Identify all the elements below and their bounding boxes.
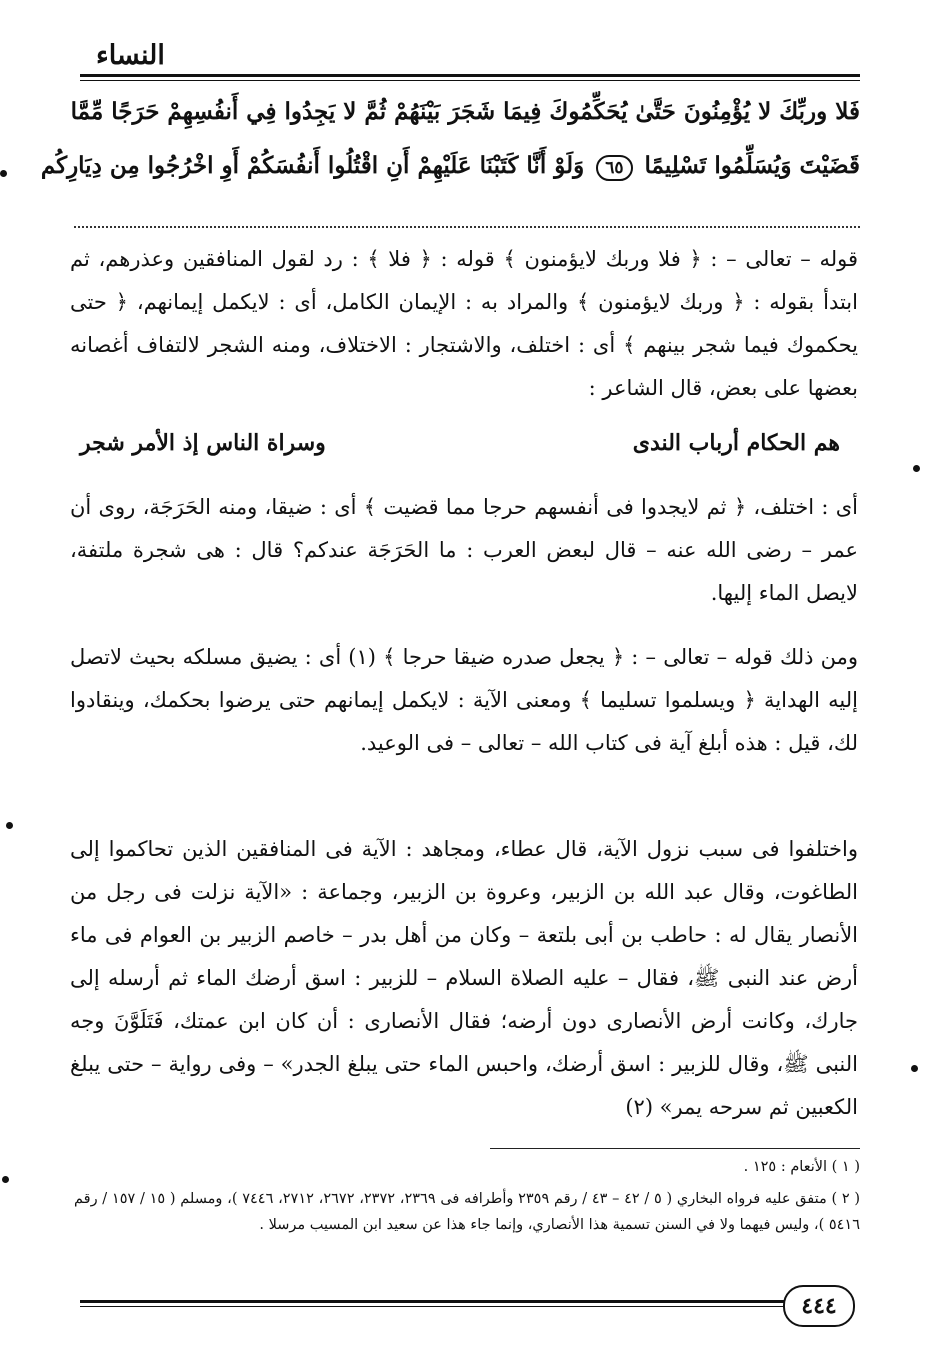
scan-mark [911, 1065, 918, 1072]
tafsir-paragraph-2: أى : اختلف، ﴿ ثم لايجدوا فى أنفسهم حرجا مما قضيت ﴾ أى : ضيقا، ومنه الحَرَجَة، روى أن عمر – رضى الله عنه – قال لبعض العرب : ما الحَرَجَة عندكم؟ قال : هى شجرة ملتفة، لايصل الماء إليها. [70, 495, 858, 605]
header-rule-thick [80, 74, 860, 77]
quran-verse-line-1: فَلا وربِّكَ لا يُؤْمِنُونَ حَتَّىٰ يُحَكِّمُوكَ فِيمَا شَجَرَ بَيْنَهُمْ ثُمَّ لا يَجِدُوا فِي أَنفُسِهِمْ حَرَجًا مِّمَّا [70, 98, 860, 125]
footnote-1: ( ١ ) الأنعام : ١٢٥ . [743, 1159, 860, 1175]
tafsir-paragraph-4: واختلفوا فى سبب نزول الآية، قال عطاء، ومجاهد : الآية فى المنافقين الذين تحاكموا إلى الطاغوت، وقال عبد الله بن الزبير، وعروة بن الزبير، وجماعة : «الآية نزلت فى رجل من الأنصار يقال له : حاطب بن أبى بلتعة – وكان من أهل بدر – خاصم الزبير بن العوام فى ماء أرض عند النبى ﷺ، فقال – عليه الصلاة السلام – للزبير : اسق أرضك الماء ثم أرسله إلى جارك، وكانت أرض الأنصارى دون أرضه؛ فقال الأنصارى : أن كان ابن عمتك، فَتَلَوَّنَ وجه النبى ﷺ، وقال للزبير : اسق أرضك، واحبس الماء حتى يبلغ الجدر» – وفى رواية – حتى يبلغ الكعبين ثم سرحه يمر» (٢) [70, 837, 858, 1119]
quran-verse-line-2 [40, 152, 860, 181]
tafsir-paragraph-3: ومن ذلك قوله – تعالى – : ﴿ يجعل صدره ضيقا حرجا ﴾ (١) أى : يضيق مسلكه بحيث لاتصل إليه الهداية ﴿ ويسلموا تسليما ﴾ ومعنى الآية : لايكمل إيمانهم حتى يرضوا بحكمك، وينقادوا لك، قيل : هذه أبلغ آية فى كتاب الله – تعالى – فى الوعيد. [70, 645, 858, 755]
scan-mark [6, 822, 13, 829]
footnote-2: ( ٢ ) متفق عليه فرواه البخاري ( ٥ / ٤٢ – ٤٣ / رقم ٢٣٥٩ وأطرافه فى ٢٣٦٩، ٢٣٧٢، ٢٦٧٢، ٢٧١٢، ٧٤٤٦ )، ومسلم ( ١٥ / ١٥٧ / رقم ٥٤١٦ )، وليس فيهما ولا في السنن تسمية هذا الأنصاري، وإنما جاء هذا عن سعيد ابن المسيب مرسلا . [74, 1191, 861, 1233]
tafsir-paragraph-1: قوله – تعالى – : ﴿ فلا وربك لايؤمنون ﴾ قوله : ﴿ فلا ﴾ : رد لقول المنافقين وعذرهم، ثم ابتدأ بقوله : ﴿ وربك لايؤمنون ﴾ والمراد به : الإيمان الكامل، أى : لايكمل إيمانهم، ﴿ حتى يحكموك فيما شجر بينهم ﴾ أى : اختلف، والاشتجار : الاختلاف، ومنه الشجر لالتفاف أغصانه بعضها على بعض، قال الشاعر : [70, 247, 858, 400]
footer-rule-thin [80, 1306, 785, 1307]
scan-mark [0, 170, 7, 177]
footer-rule-thick [80, 1300, 785, 1303]
page-number: ٤٤٤ [783, 1285, 855, 1327]
poem-verse [80, 430, 840, 456]
footnote-separator [490, 1148, 860, 1149]
quran-verse-text: وَلَوْ أَنَّا كَتَبْنَا عَلَيْهِمْ أَنِ اقْتُلُوا أَنفُسَكُمْ أَوِ اخْرُجُوا مِن دِيَارِكُم [40, 152, 585, 179]
surah-title: النساء [96, 40, 165, 71]
dotted-separator [74, 226, 860, 228]
verse-number-marker: ٦٥ [596, 155, 632, 181]
poem-second-hemistich: وسراة الناس إذ الأمر شجر [80, 430, 326, 456]
scan-mark [2, 1176, 9, 1183]
header-rule-thin [80, 80, 860, 81]
quran-verse-text: قَضَيْتَ وَيُسَلِّمُوا تَسْلِيمًا [644, 152, 860, 179]
scan-mark [913, 465, 920, 472]
poem-first-hemistich: هم الحكام أرباب الندى [632, 430, 840, 456]
